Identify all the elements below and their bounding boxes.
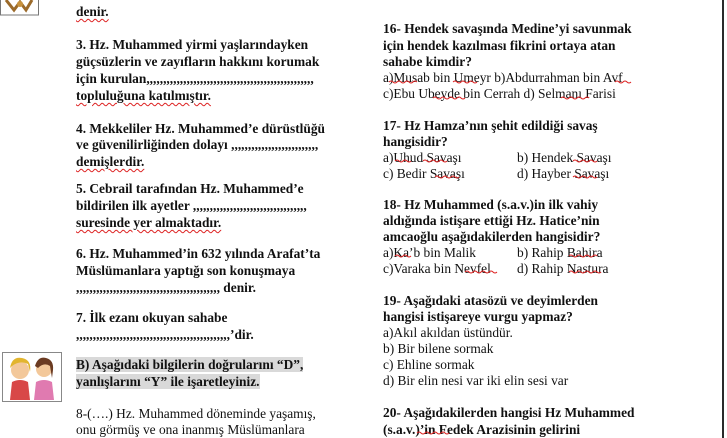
q17-option-a: a)Uhud Savaşı bbox=[383, 150, 462, 165]
q18-option-d: d) Rahip Nastura bbox=[517, 261, 609, 276]
q17-option-b: b) Hendek Savaşı bbox=[517, 150, 612, 165]
q19-option-b: b) Bir bilene sormak bbox=[383, 341, 494, 356]
q3-line2: güçsüzlerin ve zayıfların hakkını korumak bbox=[76, 54, 320, 69]
q17-option-c: c) Bedir Savaşı bbox=[383, 166, 465, 181]
q16-line1: 16- Hendek savaşında Medine’yi savunmak bbox=[383, 21, 632, 36]
q17-option-d: d) Hayber Savaşı bbox=[517, 166, 610, 181]
q5-line1: 5. Cebrail tarafından Hz. Muhammed’e bbox=[76, 181, 304, 196]
q7-line1: 7. İlk ezanı okuyan sahabe bbox=[76, 310, 228, 325]
q19-line2: hangisi istişareye vurgu yapmaz? bbox=[383, 309, 573, 324]
q8-line1: 8-(….) Hz. Muhammed döneminde yaşamış, bbox=[76, 406, 316, 421]
q18-option-c: c)Varaka bin Nevfel bbox=[383, 261, 491, 276]
q3-line1: 3. Hz. Muhammed yirmi yaşlarındayken bbox=[76, 37, 309, 52]
q18-line2: aldığında istişare ettiği Hz. Hatice’nin bbox=[383, 213, 600, 228]
q17-line1: 17- Hz Hamza’nın şehit edildiği savaş bbox=[383, 118, 598, 133]
q7-line2: ,,,,,,,,,,,,,,,,,,,,,,,,,,,,,,,,,,,,,,,,,,,,,,’dir. bbox=[76, 327, 254, 342]
q3-line4: topluluğuna katılmıştır. bbox=[76, 88, 211, 103]
q19-option-a: a)Akıl akıldan üstündür. bbox=[383, 325, 513, 340]
q3-line3: için kurulan,,,,,,,,,,,,,,,,,,,,,,,,,,,,,,,,,,,,,,,,,,,,,,,,,, bbox=[76, 71, 314, 86]
right-column bbox=[383, 0, 727, 438]
q16-line2: için hendek kazılması fikrini ortaya atan bbox=[383, 38, 616, 53]
q6-line3: ,,,,,,,,,,,,,,,,,,,,,,,,,,,,,,,,,,,,,,,,,,, denir. bbox=[76, 280, 256, 295]
q18-line3: amcaoğlu aşağıdakilerden hangisidir? bbox=[383, 229, 601, 244]
q8-line2: onu görmüş ve ona inanmış Müslümanlara bbox=[76, 422, 305, 437]
q5-line2: bildirilen ilk ayetler ,,,,,,,,,,,,,,,,,,,,,,,,,,,,,,,,,, bbox=[76, 198, 307, 213]
q4-line2: ve güvenilirliğinden dolayı ,,,,,,,,,,,,,,,,,,,,,,,,,, bbox=[76, 137, 319, 152]
q18-option-b: b) Rahip Bahira bbox=[517, 245, 603, 260]
page-right-border bbox=[722, 0, 724, 438]
q4-line3: demişlerdir. bbox=[76, 154, 145, 169]
section-b-line1: B) Aşağıdaki bilgilerin doğrularını “D”, bbox=[76, 357, 304, 372]
q6-line2: Müslümanlara yaptığı son konuşmaya bbox=[76, 263, 296, 278]
q4-line1: 4. Mekkeliler Hz. Muhammed’e dürüstlüğü bbox=[76, 121, 325, 136]
q16-line3: sahabe kimdir? bbox=[383, 54, 472, 69]
q20-line2: (s.a.v.)’in Fedek Arazisinin gelirini bbox=[383, 422, 581, 437]
girls-clipart-icon bbox=[2, 352, 62, 402]
q2-tail: denir. bbox=[76, 4, 109, 19]
q20-line1: 20- Aşağıdakilerden hangisi Hz Muhammed bbox=[383, 405, 635, 420]
q6-line1: 6. Hz. Muhammed’in 632 yılında Arafat’ta bbox=[76, 246, 321, 261]
q17-line2: hangisidir? bbox=[383, 134, 448, 149]
q16-options-line2: c)Ebu Ubeyde bin Cerrah d) Selmanı Farisi bbox=[383, 86, 616, 101]
q16-options-line1: a)Musab bin Umeyr b)Abdurrahman bin Avf bbox=[383, 70, 623, 85]
q19-line1: 19- Aşağıdaki atasözü ve deyimlerden bbox=[383, 293, 598, 308]
q19-option-c: c) Ehline sormak bbox=[383, 357, 475, 372]
q19-option-d: d) Bir elin nesi var iki elin sesi var bbox=[383, 373, 569, 388]
q18-line1: 18- Hz Muhammed (s.a.v.)in ilk vahiy bbox=[383, 197, 599, 212]
q5-line3: suresinde yer almaktadır. bbox=[76, 215, 222, 230]
left-column bbox=[0, 0, 360, 438]
clipart-icon bbox=[0, 0, 40, 16]
section-b-line2: yanlışlarını “Y” ile işaretleyiniz. bbox=[76, 374, 260, 389]
q18-option-a: a)Ka’b bin Malik bbox=[383, 245, 476, 260]
